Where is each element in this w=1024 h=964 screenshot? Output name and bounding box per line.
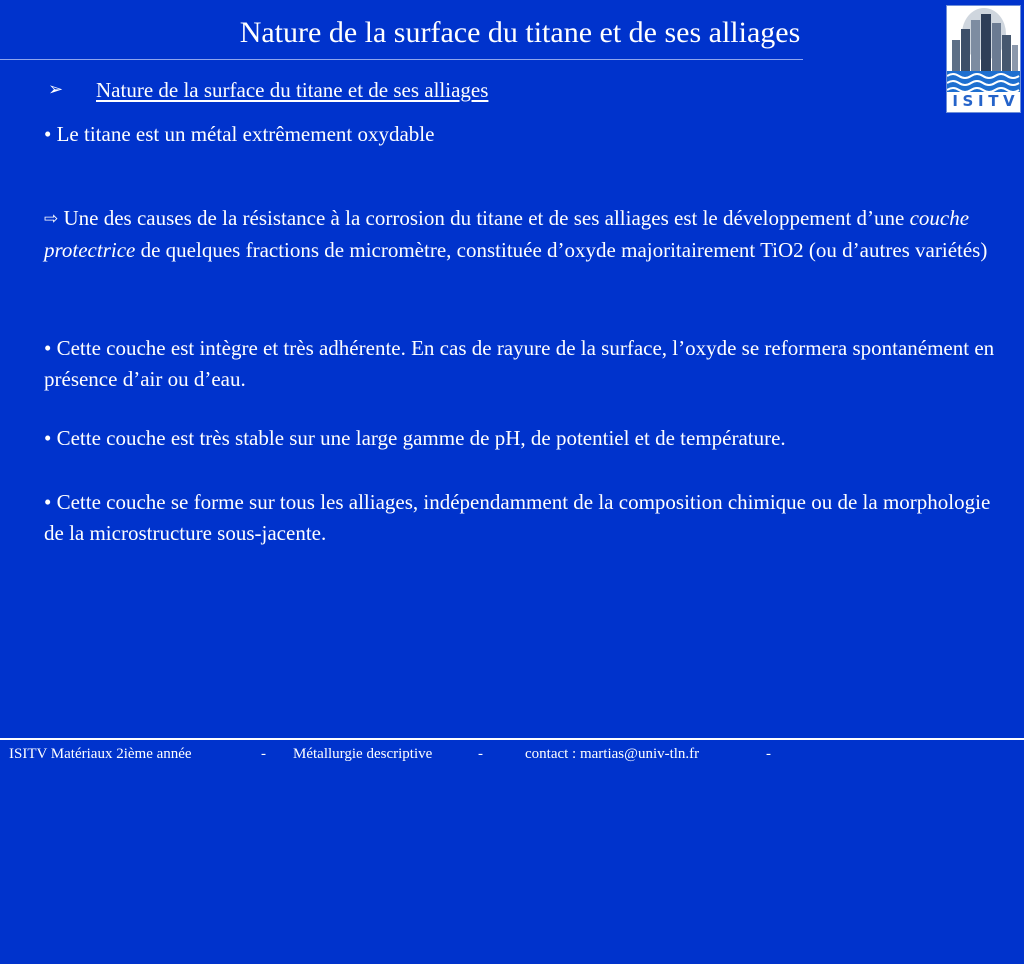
bullet-oxidizable: • Le titane est un métal extrêmement oxydable	[44, 122, 435, 146]
section-heading	[48, 75, 488, 105]
arrowhead-bullet-icon: ➢	[48, 79, 64, 100]
footer-subject: Métallurgie descriptive	[293, 746, 433, 762]
footer-separator: -	[478, 746, 483, 762]
footer-separator: -	[261, 746, 266, 762]
logo-letter: I	[952, 92, 958, 110]
paragraph-corrosion-resistance	[44, 203, 1014, 266]
footer-contact: contact : martias@univ-tln.fr	[525, 746, 700, 762]
logo-letter: S	[962, 92, 974, 110]
emphasis-text: couche protectrice	[44, 206, 970, 262]
bullet-stable-layer: • Cette couche est très stable sur une large gamme de pH, de potentiel et de température.	[44, 426, 786, 450]
isitv-logo	[946, 5, 1021, 113]
slide-footer	[0, 740, 1024, 768]
logo-letter: V	[1003, 92, 1015, 110]
logo-letter: I	[977, 92, 984, 110]
section-heading-text: Nature de la surface du titane et de ses alliages	[96, 78, 489, 102]
logo-lettering	[947, 92, 1020, 110]
outlined-right-arrow-icon: ⇨	[44, 209, 59, 229]
title-divider	[0, 59, 803, 60]
logo-letter: T	[988, 92, 999, 110]
footer-separator: -	[766, 746, 771, 762]
bullet-all-alloys: • Cette couche se forme sur tous les alliages, indépendamment de la composition chimique ou de la morphologie de la microstructure sous-jacente.	[44, 490, 991, 545]
paragraph-text: Une des causes de la résistance à la corrosion du titane et de ses alliages est le développement d’une	[58, 206, 910, 230]
logo-graphic	[947, 6, 1020, 92]
bullet-adherent-layer: • Cette couche est intègre et très adhérente. En cas de rayure de la surface, l’oxyde se reformera spontanément en présence d’air ou d’eau.	[44, 336, 995, 391]
slide-title: Nature de la surface du titane et de ses alliages	[239, 16, 801, 49]
footer-course: ISITV Matériaux 2ième année	[9, 746, 192, 762]
paragraph-text: de quelques fractions de micromètre, constituée d’oxyde majoritairement TiO2 (ou d’autres variétés)	[135, 238, 988, 262]
